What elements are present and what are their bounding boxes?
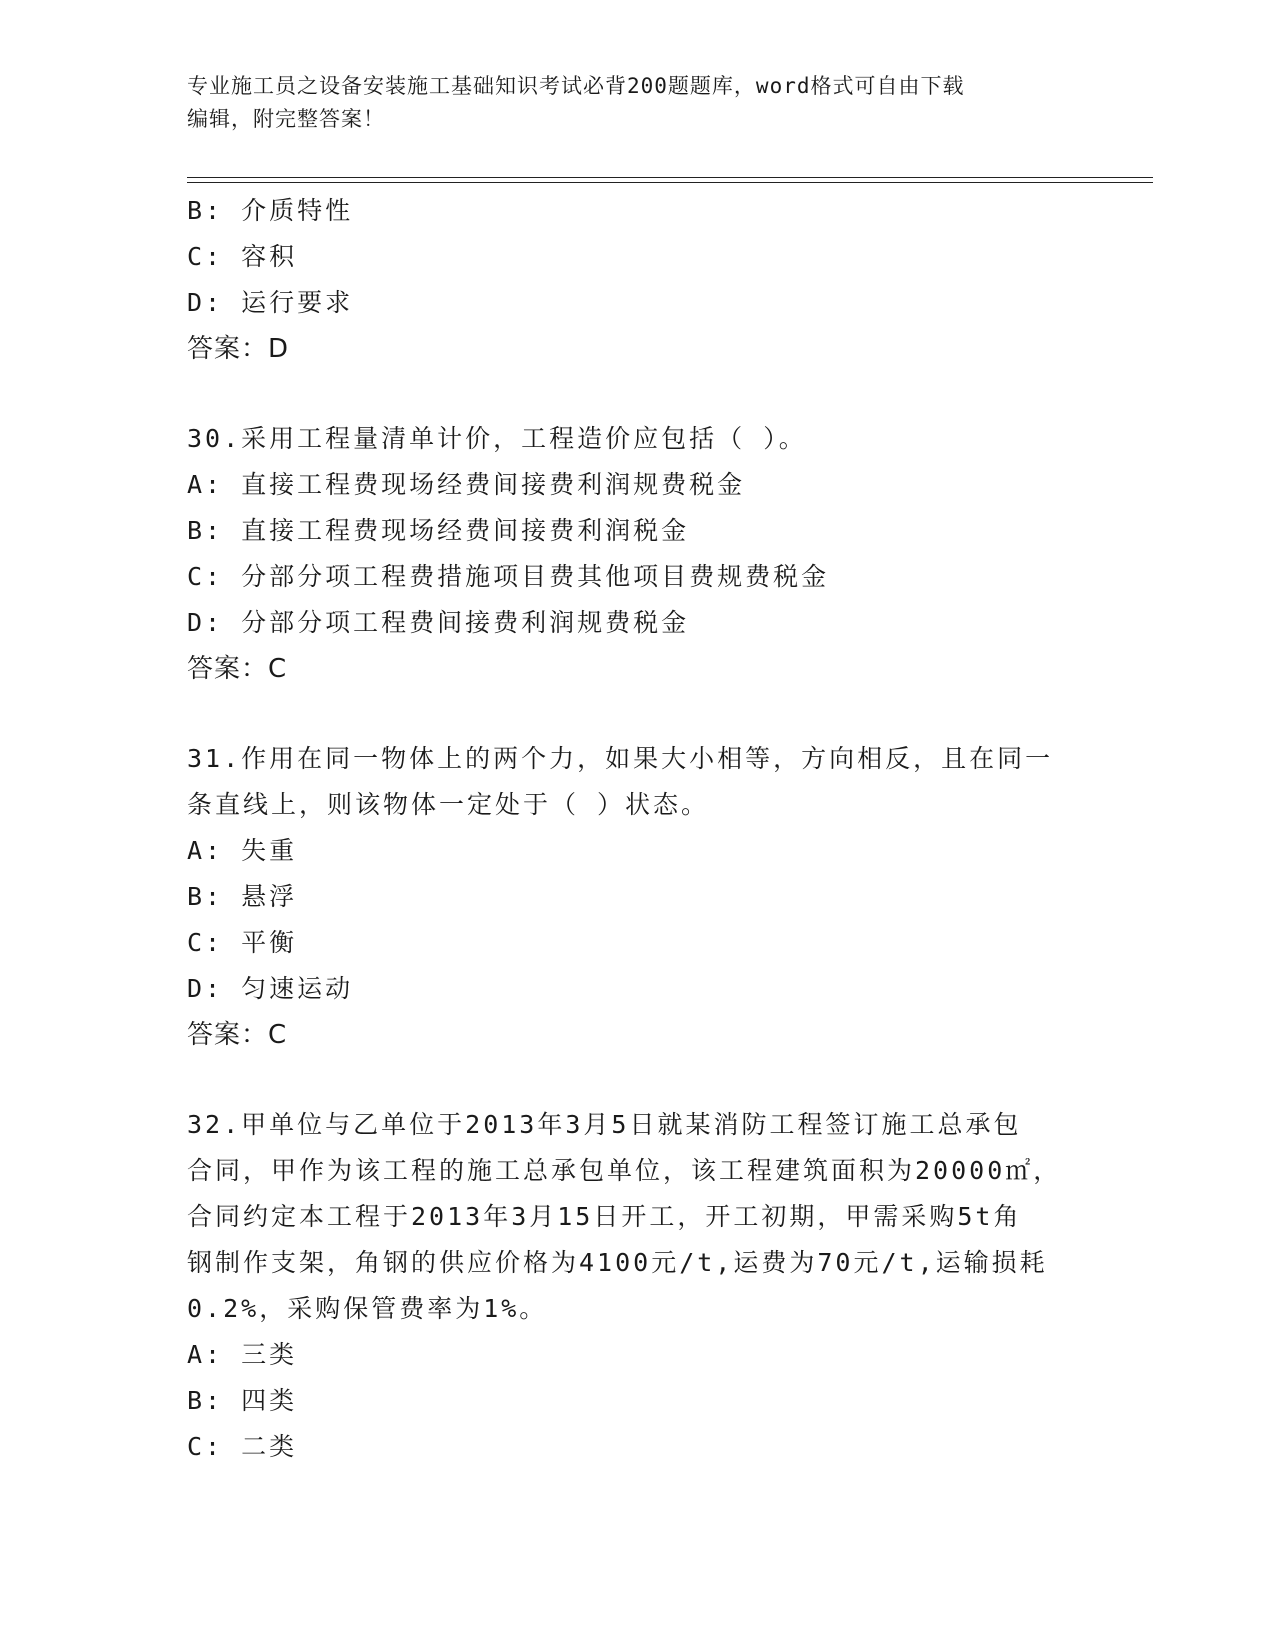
- question-text: [187, 1102, 1087, 1332]
- header-title-line-2: 编辑，附完整答案！: [187, 107, 385, 131]
- question-text-line: 0.2%，采购保管费率为1%。: [187, 1294, 548, 1323]
- answer-label: 答案：C: [187, 654, 288, 684]
- question-text: [187, 736, 1087, 828]
- question-29: [187, 188, 1087, 372]
- answer-label: 答案：D: [187, 334, 290, 364]
- option-b: B: 直接工程费现场经费间接费利润税金: [187, 516, 690, 545]
- option-a: A: 直接工程费现场经费间接费利润规费税金: [187, 470, 746, 499]
- option-c: C: 分部分项工程费措施项目费其他项目费规费税金: [187, 562, 830, 591]
- option-c: C: 平衡: [187, 928, 298, 957]
- question-text-line: 合同，甲作为该工程的施工总承包单位，该工程建筑面积为20000㎡，: [187, 1156, 1062, 1185]
- spacer: [187, 1058, 1087, 1102]
- question-text-line: 钢制作支架，角钢的供应价格为4100元/t,运费为70元/t,运输损耗: [187, 1248, 1048, 1277]
- answer-label: 答案：C: [187, 1020, 288, 1050]
- question-list: [187, 188, 1087, 1470]
- option-c: C: 二类: [187, 1432, 298, 1461]
- spacer: [187, 692, 1087, 736]
- option-a: A: 三类: [187, 1340, 298, 1369]
- option-c: C: 容积: [187, 242, 298, 271]
- question-text-line: 31.作用在同一物体上的两个力，如果大小相等，方向相反，且在同一: [187, 744, 1054, 773]
- option-a: A: 失重: [187, 836, 298, 865]
- question-text-line: 条直线上，则该物体一定处于（ ）状态。: [187, 790, 710, 819]
- option-b: B: 悬浮: [187, 882, 298, 911]
- header-divider-bottom: [187, 182, 1153, 183]
- option-d: D: 分部分项工程费间接费利润规费税金: [187, 608, 690, 637]
- question-30: [187, 416, 1087, 692]
- option-b: B: 介质特性: [187, 196, 354, 225]
- question-text-line: 合同约定本工程于2013年3月15日开工，开工初期，甲需采购5t角: [187, 1202, 1022, 1231]
- option-d: D: 运行要求: [187, 288, 354, 317]
- option-d: D: 匀速运动: [187, 974, 354, 1003]
- spacer: [187, 372, 1087, 416]
- option-b: B: 四类: [187, 1386, 298, 1415]
- header-title-line-1: 专业施工员之设备安装施工基础知识考试必背200题题库，word格式可自由下载: [187, 74, 965, 98]
- question-text-line: 32.甲单位与乙单位于2013年3月5日就某消防工程签订施工总承包: [187, 1110, 1022, 1139]
- header-divider-top: [187, 177, 1153, 178]
- document-header: [187, 70, 1087, 136]
- question-32: [187, 1102, 1087, 1470]
- question-31: [187, 736, 1087, 1058]
- question-text: 30.采用工程量清单计价，工程造价应包括（ ）。: [187, 424, 807, 453]
